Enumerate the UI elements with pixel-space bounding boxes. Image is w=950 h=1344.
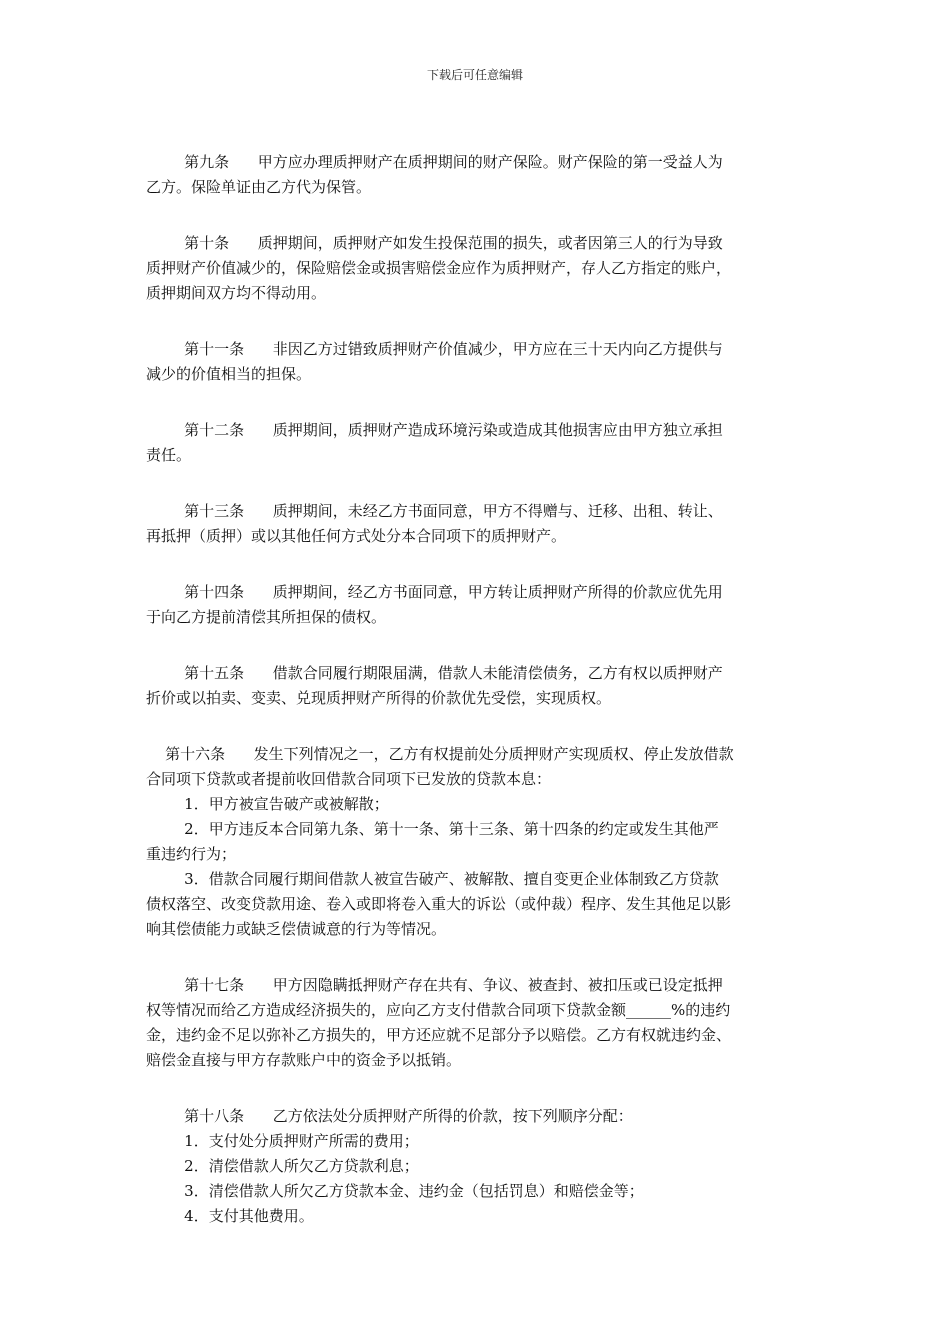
- article-text-line: 赔偿金直接与甲方存款账户中的资金予以抵销。: [146, 1051, 462, 1069]
- article-text-line: 第十一条 非因乙方过错致质押财产价值减少，甲方应在三十天内向乙方提供与: [146, 340, 723, 358]
- contract-article: [146, 973, 806, 1073]
- article-text-line: 第十八条 乙方依法处分质押财产所得的价款，按下列顺序分配：: [146, 1107, 633, 1125]
- article-text-line: 3．清偿借款人所欠乙方贷款本金、违约金（包括罚息）和赔偿金等；: [146, 1182, 644, 1200]
- contract-article: [146, 742, 806, 942]
- article-text-line: 第十三条 质押期间，未经乙方书面同意，甲方不得赠与、迁移、出租、转让、: [146, 502, 723, 520]
- article-text-line: 第十六条 发生下列情况之一，乙方有权提前处分质押财产实现质权、停止发放借款: [146, 745, 734, 763]
- contract-article: [146, 150, 806, 200]
- article-text-line: 第十七条 甲方因隐瞒抵押财产存在共有、争议、被查封、被扣压或已设定抵押: [146, 976, 723, 994]
- article-text-line: 折价或以拍卖、变卖、兑现质押财产所得的价款优先受偿，实现质权。: [146, 689, 612, 707]
- article-text-line: 合同项下贷款或者提前收回借款合同项下已发放的贷款本息：: [146, 770, 552, 788]
- contract-article: [146, 418, 806, 468]
- contract-article: [146, 580, 806, 630]
- article-text-line: 债权落空、改变贷款用途、卷入或即将卷入重大的诉讼（或仲裁）程序、发生其他足以影: [146, 895, 732, 913]
- article-text-line: 第十条 质押期间，质押财产如发生投保范围的损失，或者因第三人的行为导致: [146, 234, 723, 252]
- article-text-line: 质押期间双方均不得动用。: [146, 284, 327, 302]
- article-text-line: 2．清偿借款人所欠乙方贷款利息；: [146, 1157, 419, 1175]
- article-text-line: 第十五条 借款合同履行期限届满，借款人未能清偿债务，乙方有权以质押财产: [146, 664, 723, 682]
- article-text-line: 质押财产价值减少的，保险赔偿金或损害赔偿金应作为质押财产，存人乙方指定的账户，: [146, 259, 732, 277]
- article-text-line: 3．借款合同履行期间借款人被宣告破产、被解散、擅自变更企业体制致乙方贷款: [146, 870, 719, 888]
- article-text-line: 1．甲方被宣告破产或被解散；: [146, 795, 389, 813]
- article-text-line: 于向乙方提前清偿其所担保的债权。: [146, 608, 387, 626]
- article-text-line: 响其偿债能力或缺乏偿债诚意的行为等情况。: [146, 920, 447, 938]
- article-text-line: 第九条 甲方应办理质押财产在质押期间的财产保险。财产保险的第一受益人为: [146, 153, 723, 171]
- contract-body: [146, 150, 806, 1260]
- article-text-line: 再抵押（质押）或以其他任何方式处分本合同项下的质押财产。: [146, 527, 567, 545]
- contract-article: [146, 499, 806, 549]
- article-text-line: 金，违约金不足以弥补乙方损失的，甲方还应就不足部分予以赔偿。乙方有权就违约金、: [146, 1026, 732, 1044]
- article-text-line: 权等情况而给乙方造成经济损失的，应向乙方支付借款合同项下贷款金额______%的违约: [146, 1001, 731, 1019]
- article-text-line: 第十二条 质押期间，质押财产造成环境污染或造成其他损害应由甲方独立承担: [146, 421, 723, 439]
- contract-article: [146, 231, 806, 306]
- contract-article: [146, 337, 806, 387]
- contract-article: [146, 1104, 806, 1229]
- article-text-line: 减少的价值相当的担保。: [146, 365, 312, 383]
- page-header-note: 下载后可任意编辑: [426, 68, 523, 82]
- article-text-line: 乙方。保险单证由乙方代为保管。: [146, 178, 372, 196]
- contract-article: [146, 661, 806, 711]
- article-text-line: 1．支付处分质押财产所需的费用；: [146, 1132, 419, 1150]
- article-text-line: 2．甲方违反本合同第九条、第十一条、第十三条、第十四条的约定或发生其他严: [146, 820, 719, 838]
- article-text-line: 责任。: [146, 446, 192, 464]
- article-text-line: 4．支付其他费用。: [146, 1207, 314, 1225]
- article-text-line: 第十四条 质押期间，经乙方书面同意，甲方转让质押财产所得的价款应优先用: [146, 583, 723, 601]
- article-text-line: 重违约行为；: [146, 845, 237, 863]
